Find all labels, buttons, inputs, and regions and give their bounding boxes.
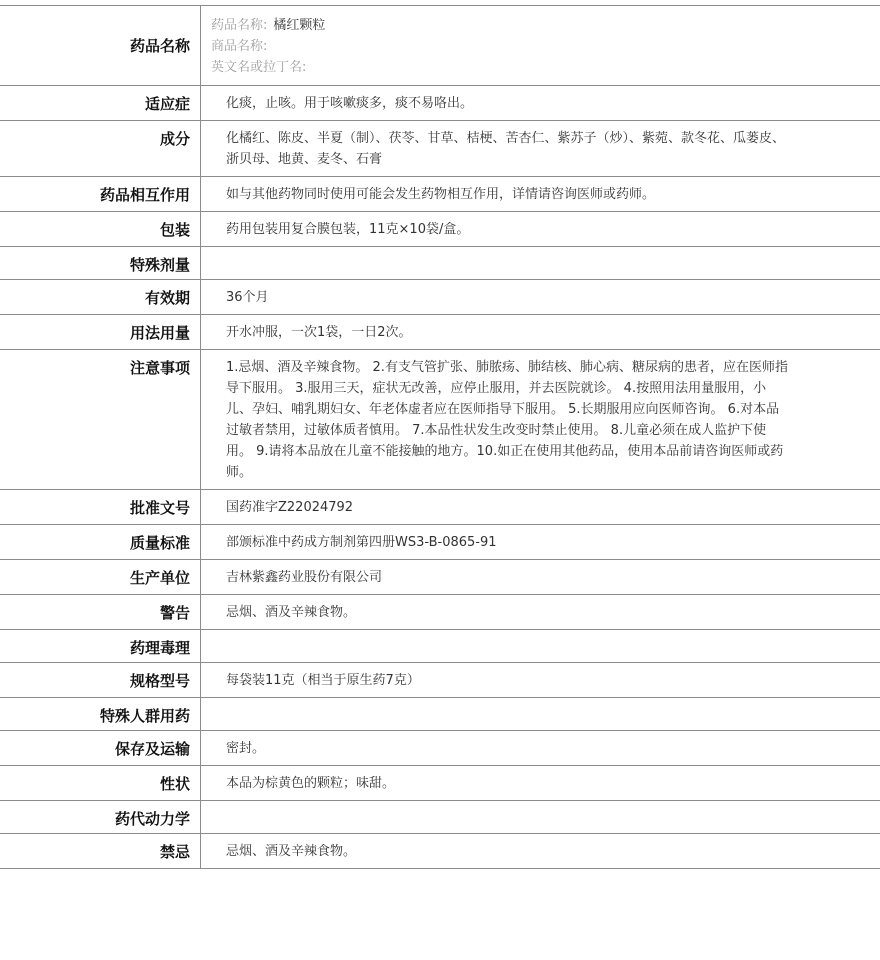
row-value: 开水冲服，一次1袋，一日2次。 xyxy=(226,325,412,340)
drug-name-block xyxy=(201,6,880,86)
row-label: 注意事项 xyxy=(0,350,201,490)
row-value: 国药准字Z22024792 xyxy=(226,500,354,515)
spec-row xyxy=(0,834,880,869)
row-value xyxy=(201,698,880,731)
row-label: 包装 xyxy=(0,212,201,247)
row-value: 忌烟、酒及辛辣食物。 xyxy=(226,844,357,859)
row-label: 药品相互作用 xyxy=(0,177,201,212)
row-value xyxy=(201,630,880,663)
latin-name-line xyxy=(211,57,860,78)
row-label: 适应症 xyxy=(0,86,201,121)
row-value xyxy=(201,801,880,834)
spec-row xyxy=(0,663,880,698)
row-value: 本品为棕黄色的颗粒；味甜。 xyxy=(226,776,396,791)
row-value: 部颁标准中药成方制剂第四册WS3-B-0865-91 xyxy=(226,535,497,550)
row-label: 质量标准 xyxy=(0,525,201,560)
row-value: 化痰，止咳。用于咳嗽痰多，痰不易咯出。 xyxy=(226,96,474,111)
row-label: 药理毒理 xyxy=(0,630,201,663)
row-value: 1.忌烟、酒及辛辣食物。 2.有支气管扩张、肺脓疡、肺结核、肺心病、糖尿病的患者，应在医师指导下服用。 3.服用三天，症状无改善，应停止服用，并去医院就诊。 4.按照用法用量服用，小儿、孕妇、哺乳期妇女、年老体虚者应在医师指导下服用。 5.长期服用应向医师咨询。 6.对本品过敏者禁用，过敏体质者慎用。 7.本品性状发生改变时禁止使用。 8.儿童必须在成人监护下使用。 9.请将本品放在儿童不能接触的地方。10.如正在使用其他药品，使用本品前请咨询医师或药师。 xyxy=(226,360,788,480)
trade-name-line xyxy=(211,36,860,57)
spec-row xyxy=(0,595,880,630)
row-value xyxy=(201,247,880,280)
spec-row xyxy=(0,247,880,280)
row-value: 吉林紫鑫药业股份有限公司 xyxy=(226,570,383,585)
row-label: 特殊人群用药 xyxy=(0,698,201,731)
drug-spec-table xyxy=(0,5,880,869)
generic-name-key: 药品名称: xyxy=(211,18,268,33)
spec-row xyxy=(0,86,880,121)
row-label: 特殊剂量 xyxy=(0,247,201,280)
row-value: 每袋装11克（相当于原生药7克） xyxy=(226,673,420,688)
row-label: 生产单位 xyxy=(0,560,201,595)
row-label: 规格型号 xyxy=(0,663,201,698)
row-label: 性状 xyxy=(0,766,201,801)
spec-row xyxy=(0,560,880,595)
spec-row xyxy=(0,731,880,766)
row-label: 有效期 xyxy=(0,280,201,315)
row-value: 36个月 xyxy=(226,290,269,305)
row-value: 忌烟、酒及辛辣食物。 xyxy=(226,605,357,620)
row-label: 禁忌 xyxy=(0,834,201,869)
spec-row xyxy=(0,121,880,177)
latin-name-key: 英文名或拉丁名: xyxy=(211,60,307,75)
row-label: 批准文号 xyxy=(0,490,201,525)
generic-name-value: 橘红颗粒 xyxy=(273,18,326,33)
row-value: 药用包装用复合膜包装，11克×10袋/盒。 xyxy=(226,222,470,237)
row-label: 警告 xyxy=(0,595,201,630)
row-label: 药品名称 xyxy=(0,6,201,86)
row-value: 如与其他药物同时使用可能会发生药物相互作用，详情请咨询医师或药师。 xyxy=(226,187,656,202)
spec-row xyxy=(0,630,880,663)
spec-row xyxy=(0,350,880,490)
spec-row xyxy=(0,766,880,801)
spec-row xyxy=(0,490,880,525)
row-label: 用法用量 xyxy=(0,315,201,350)
spec-row xyxy=(0,801,880,834)
spec-row xyxy=(0,698,880,731)
spec-row xyxy=(0,212,880,247)
row-drug-name xyxy=(0,6,880,86)
spec-row xyxy=(0,177,880,212)
row-label: 药代动力学 xyxy=(0,801,201,834)
spec-row xyxy=(0,525,880,560)
generic-name-line xyxy=(211,15,860,36)
row-value: 化橘红、陈皮、半夏（制）、茯苓、甘草、桔梗、苦杏仁、紫苏子（炒）、紫菀、款冬花、瓜蒌皮、浙贝母、地黄、麦冬、石膏 xyxy=(226,131,786,167)
row-label: 保存及运输 xyxy=(0,731,201,766)
trade-name-key: 商品名称: xyxy=(211,39,268,54)
spec-row xyxy=(0,280,880,315)
row-label: 成分 xyxy=(0,121,201,177)
row-value: 密封。 xyxy=(226,741,266,756)
spec-row xyxy=(0,315,880,350)
